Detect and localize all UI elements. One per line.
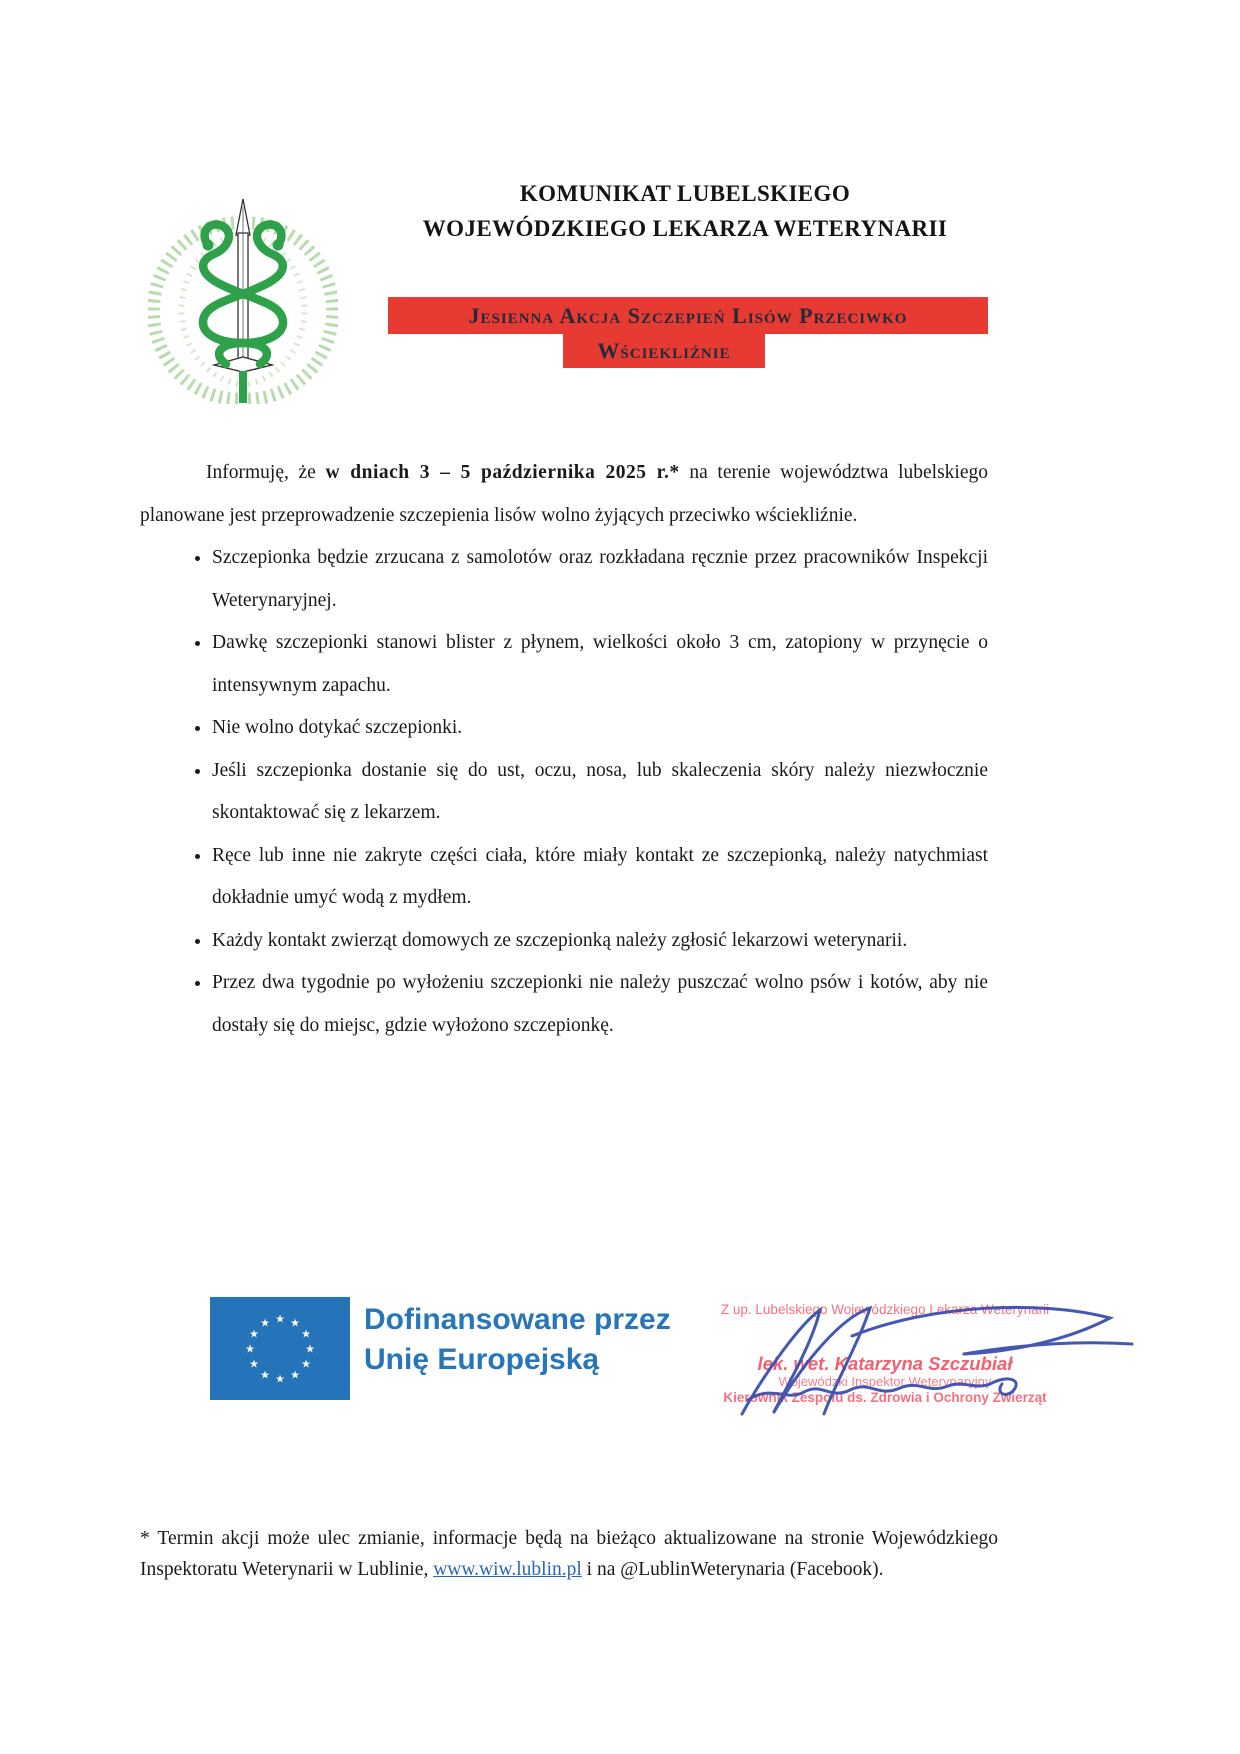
footnote — [140, 1523, 998, 1585]
document-body — [140, 452, 988, 1047]
eu-funding-label-line1: Dofinansowane przez — [364, 1303, 671, 1336]
approval-stamp — [700, 1302, 1070, 1406]
banner-line1 — [388, 297, 988, 334]
svg-text:★: ★ — [249, 1327, 259, 1341]
stamp-name: lek. wet. Katarzyna Szczubiał — [757, 1353, 1013, 1374]
eu-funding-label-line2: Unię Europejską — [364, 1343, 600, 1376]
eu-flag-icon — [210, 1297, 350, 1400]
svg-text:★: ★ — [301, 1327, 311, 1341]
bullet-item: • Dawkę szczepionki stanowi blister z płynem, wielkości około 3 cm, zatopiony w przynęcie o intensywnym zapachu. — [212, 622, 988, 707]
svg-text:★: ★ — [260, 1368, 270, 1382]
svg-text:★: ★ — [249, 1357, 259, 1371]
eu-funding-label — [364, 1300, 704, 1380]
bullet-item: • Szczepionka będzie zrzucana z samolotów oraz rozkładana ręcznie przez pracowników Inspekcji Weterynaryjnej. — [212, 537, 988, 622]
bullet-item: • Przez dwa tygodnie po wyłożeniu szczepionki nie należy puszczać wolno psów i kotów, aby nie dostały się do miejsc, gdzie wyłożono szczepionkę. — [212, 962, 988, 1047]
intro-dates-bold: w dniach 3 – 5 października 2025 r.* — [325, 462, 680, 483]
svg-text:★: ★ — [301, 1357, 311, 1371]
document-title-line2: WOJEWÓDZKIEGO LEKARZA WETERYNARII — [422, 216, 948, 241]
footnote-prefix: * Termin akcji może ulec zmianie, informacje będą na bieżąco aktualizowane na stronie Wojewódzkiego Inspektoratu Weterynarii w Lublinie, — [140, 1527, 998, 1580]
svg-text:★: ★ — [290, 1368, 300, 1382]
eu-flag-svg — [210, 1297, 350, 1400]
bullet-item: • Jeśli szczepionka dostanie się do ust, oczu, nosa, lub skaleczenia skóry należy niezwłocznie skontaktować się z lekarzem. — [212, 750, 988, 835]
bullet-item: • Nie wolno dotykać szczepionki. — [212, 707, 988, 750]
svg-text:★: ★ — [245, 1342, 255, 1356]
svg-text:★: ★ — [260, 1316, 270, 1330]
document-title — [360, 176, 1010, 246]
bullet-item: • Każdy kontakt zwierząt domowych ze szczepionką należy zgłosić lekarzowi weterynarii. — [212, 920, 988, 963]
stamp-title: Wojewódzki Inspektor Weterynaryjny — [778, 1374, 992, 1389]
veterinary-caduceus-icon — [148, 192, 338, 404]
intro-suffix: na terenie województwa lubelskiego planowane jest przeprowadzenie szczepienia lisów wolno żyjących przeciwko wściekliźnie. — [140, 462, 988, 526]
intro-paragraph — [140, 452, 988, 537]
footnote-suffix: i na @LublinWeterynaria (Facebook). — [581, 1558, 884, 1580]
stamp-authorization: Z up. Lubelskiego Wojewódzkiego Lekarza Weterynarii — [720, 1302, 1050, 1317]
svg-text:★: ★ — [305, 1342, 315, 1356]
veterinary-caduceus-logo — [148, 192, 338, 404]
intro-prefix: Informuję, że — [206, 462, 326, 483]
svg-text:★: ★ — [275, 1312, 285, 1326]
bullet-item: • Ręce lub inne nie zakryte części ciała, które miały kontakt ze szczepionką, należy natychmiast dokładnie umyć wodą z mydłem. — [212, 835, 988, 920]
banner-line1-text: Jesienna Akcja Szczepień Lisów Przeciwko — [468, 302, 908, 328]
banner-line2 — [563, 334, 765, 368]
bullet-list — [140, 537, 988, 1047]
svg-text:★: ★ — [290, 1316, 300, 1330]
stamp-role: Kierownik Zespołu ds. Zdrowia i Ochrony Zwierząt — [723, 1390, 1047, 1405]
document-title-line1: KOMUNIKAT LUBELSKIEGO — [519, 181, 851, 206]
footnote-link[interactable]: www.wiw.lublin.pl — [433, 1558, 582, 1580]
banner-line2-text: Wściekliźnie — [597, 338, 731, 363]
svg-text:★: ★ — [275, 1372, 285, 1386]
